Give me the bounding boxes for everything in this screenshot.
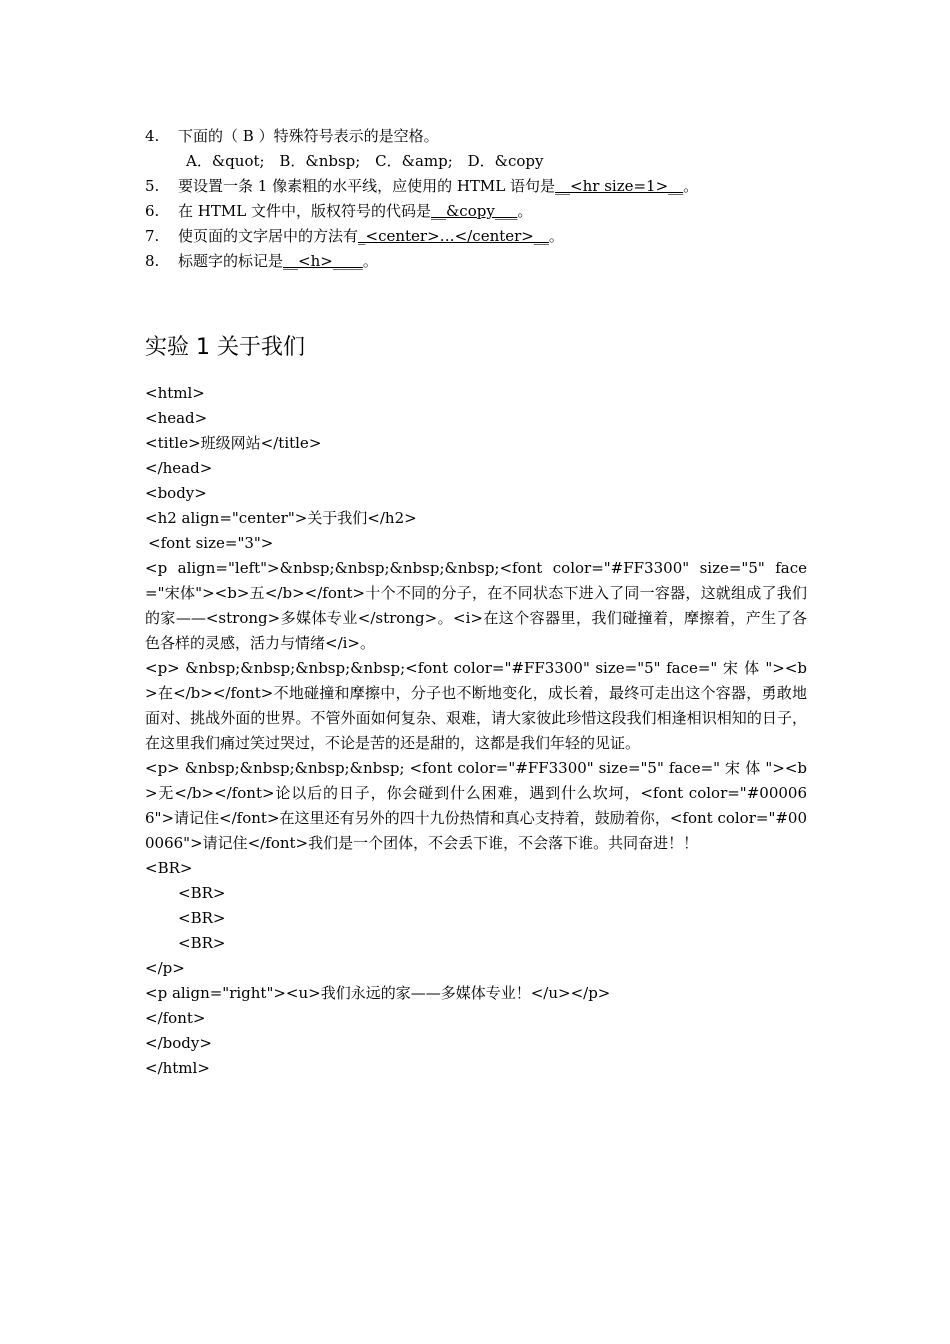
question-text: 使页面的文字居中的方法有 [178, 227, 359, 245]
question-answer: __<h>____ [283, 252, 363, 270]
question-text-end: 。 [548, 227, 564, 245]
question-text-end: 。 [517, 202, 533, 220]
code-line: <BR> [178, 884, 226, 902]
question-text: 在 HTML 文件中，版权符号的代码是 [178, 202, 431, 220]
question-5 [145, 174, 698, 199]
code-line: <head> [145, 409, 208, 427]
code-line: </head> [145, 459, 213, 477]
code-line: <html> [145, 384, 205, 402]
question-number: 8. [145, 252, 160, 270]
question-answer: B [242, 127, 254, 145]
question-text: 下面的（ [178, 127, 243, 145]
question-number: 5. [145, 177, 160, 195]
question-text-end: 。 [362, 252, 378, 270]
section-heading: 实验 1 关于我们 [145, 334, 305, 360]
question-4 [145, 124, 439, 149]
code-line: </body> [145, 1034, 212, 1052]
question-4-options [186, 149, 553, 174]
option-d: D．&copy [467, 152, 544, 170]
question-text: 标题字的标记是 [178, 252, 284, 270]
code-line: <h2 align="center">关于我们</h2> [145, 509, 417, 527]
question-number: 7. [145, 227, 160, 245]
question-7 [145, 224, 564, 249]
question-6 [145, 199, 532, 224]
question-text-end: ）特殊符号表示的是空格。 [253, 127, 439, 145]
code-paragraph-2: <p> &nbsp;&nbsp;&nbsp;&nbsp;<font color="#FF3300" size="5" face=" 宋 体 "><b>在</b></font>不地碰撞和摩擦中，分子也不断地变化，成长着，最终可走出这个容器，勇敢地面对、挑战外面的世界。不管外面如何复杂、艰难，请大家彼此珍惜这段我们相逢相识相知的日子，在这里我们痛过笑过哭过，不论是苦的还是甜的，这都是我们年轻的见证。 [145, 659, 807, 752]
option-a: A．&quot; [186, 152, 265, 170]
option-c: C．&amp; [375, 152, 453, 170]
code-line: <body> [145, 484, 207, 502]
question-answer: __<hr size=1>__ [555, 177, 684, 195]
question-8 [145, 249, 378, 274]
code-line: <BR> [178, 934, 226, 952]
code-line: <p align="right"><u>我们永远的家——多媒体专业！</u></p> [145, 984, 611, 1002]
code-line: </html> [145, 1059, 210, 1077]
code-listing [145, 381, 807, 1081]
question-answer: __&copy___ [430, 202, 518, 220]
code-line: </p> [145, 959, 185, 977]
question-number: 4. [145, 127, 160, 145]
code-line: </font> [145, 1009, 206, 1027]
question-answer: _<center>…</center>__ [358, 227, 549, 245]
code-paragraph-1: <p align="left">&nbsp;&nbsp;&nbsp;&nbsp;<font color="#FF3300" size="5" face="宋体"><b>五</b></font>十个不同的分子，在不同状态下进入了同一容器，这就组成了我们的家——<strong>多媒体专业</strong>。<i>在这个容器里，我们碰撞着，摩擦着，产生了各色各样的灵感，活力与情绪</i>。 [145, 559, 807, 652]
code-line: <BR> [178, 909, 226, 927]
question-number: 6. [145, 202, 160, 220]
code-line: <font size="3"> [148, 534, 274, 552]
code-paragraph-3: <p> &nbsp;&nbsp;&nbsp;&nbsp; <font color="#FF3300" size="5" face=" 宋 体 "><b>无</b></font>论以后的日子，你会碰到什么困难，遇到什么坎坷，<font color="#000066">请记住</font>在这里还有另外的四十九份热情和真心支持着，鼓励着你，<font color="#000066">请记住</font>我们是一个团体，不会丢下谁，不会落下谁。共同奋进！！ [145, 759, 807, 852]
code-line: <title>班级网站</title> [145, 434, 322, 452]
option-b: B．&nbsp; [279, 152, 361, 170]
question-text: 要设置一条 1 像素粗的水平线，应使用的 HTML 语句是 [178, 177, 556, 195]
code-line: <BR> [145, 859, 193, 877]
question-text-end: 。 [683, 177, 699, 195]
